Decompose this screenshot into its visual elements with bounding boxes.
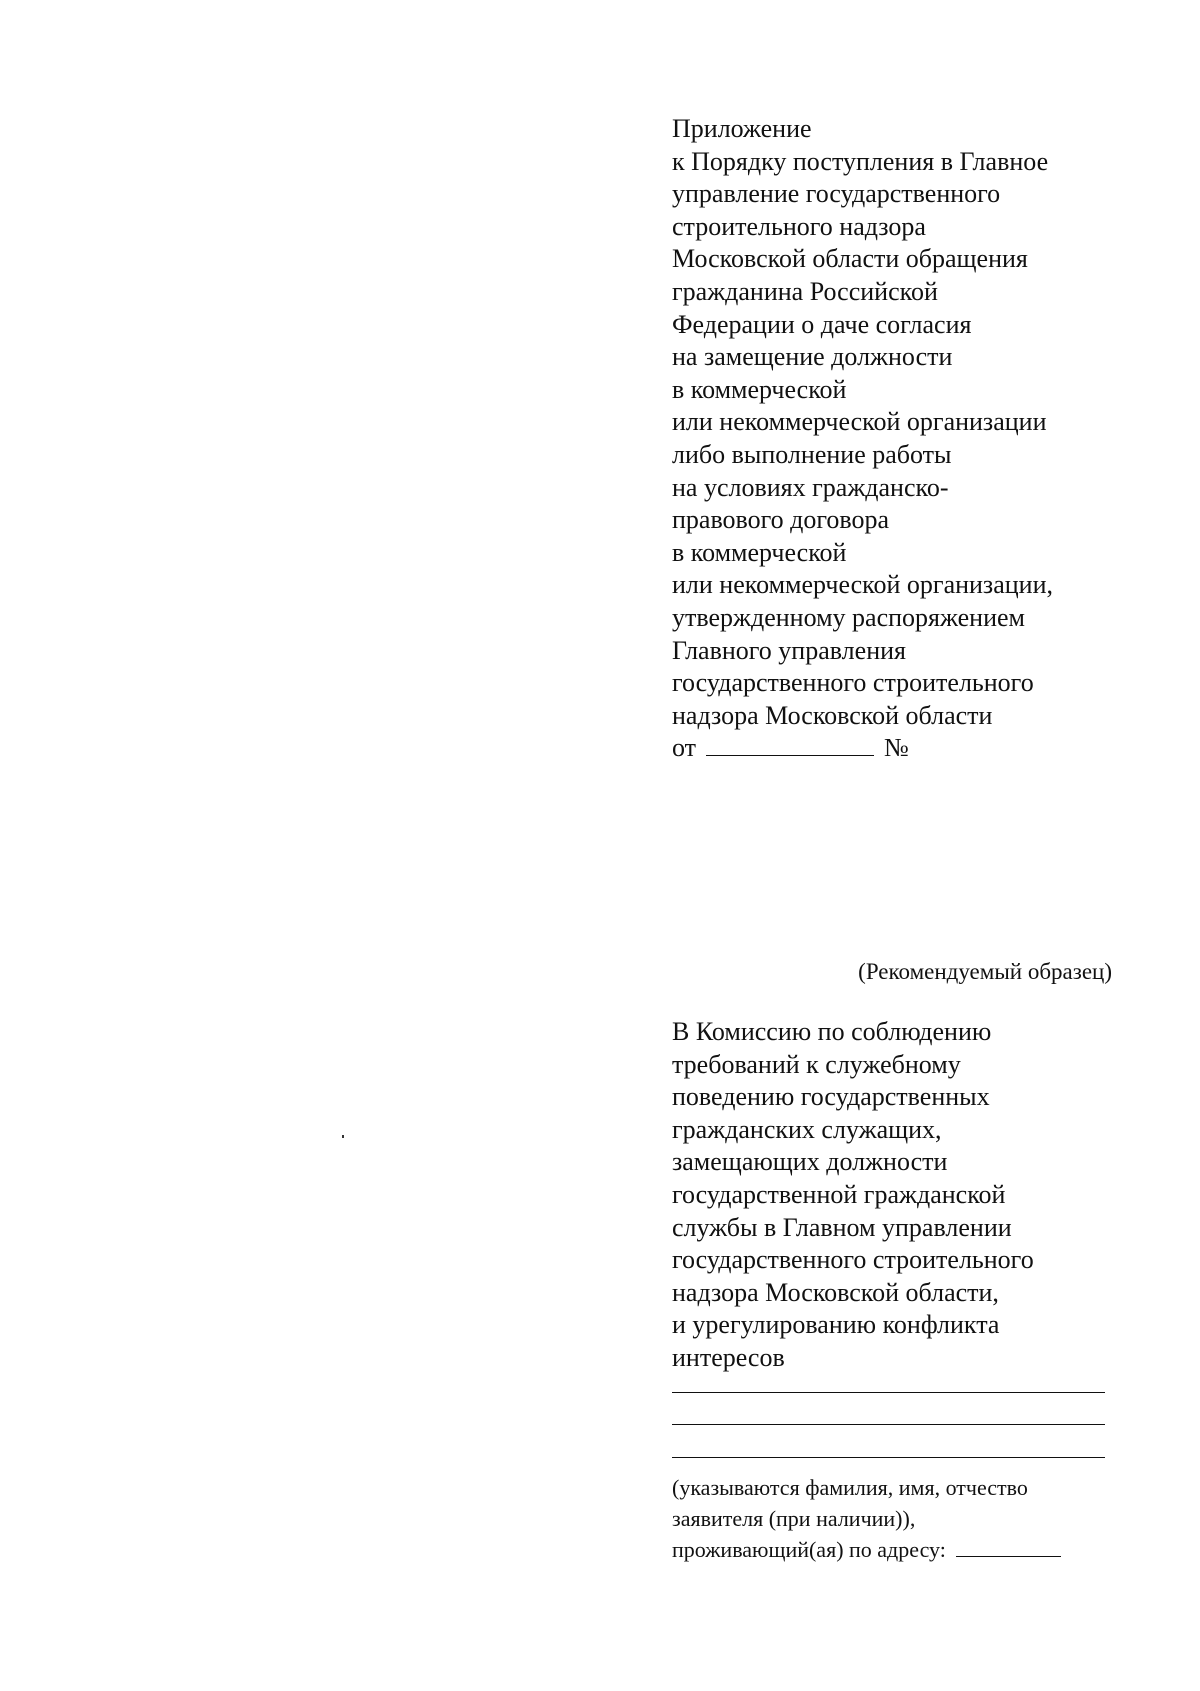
date-blank-field[interactable] [706, 754, 874, 756]
appendix-line: управление государственного [672, 179, 1001, 209]
appendix-line: утвержденному распоряжением [672, 602, 1025, 632]
appendix-line: Приложение [672, 114, 812, 143]
appendix-line: Главного управления [672, 635, 906, 665]
recipient-line: гражданских служащих, [672, 1114, 942, 1144]
recipient-line: службы в Главном управлении [672, 1212, 1012, 1242]
recipient-line: и урегулированию конфликта [672, 1310, 1000, 1340]
appendix-line: в коммерческой [672, 374, 847, 404]
appendix-line: либо выполнение работы [672, 439, 952, 469]
address-blank-field[interactable] [956, 1555, 1061, 1557]
appendix-line: на замещение должности [672, 342, 953, 372]
applicant-name-blank-line-2[interactable] [672, 1424, 1105, 1425]
appendix-line: на условиях гражданско- [672, 472, 949, 502]
recipient-line: замещающих должности [672, 1147, 948, 1177]
recipient-line: требований к служебному [672, 1049, 961, 1079]
recipient-line: государственной гражданской [672, 1179, 1006, 1209]
appendix-line: гражданина Российской [672, 276, 938, 306]
appendix-line: правового договора [672, 505, 890, 535]
applicant-caption [672, 1472, 1061, 1565]
appendix-line: строительного надзора [672, 211, 926, 241]
date-prefix: от [672, 733, 697, 763]
appendix-header [672, 113, 1053, 765]
recipient-line: государственного строительного [672, 1245, 1034, 1275]
scan-artifact [342, 1135, 344, 1138]
caption-line: заявителя (при наличии)), [672, 1506, 916, 1531]
appendix-line: Московской области обращения [672, 244, 1028, 274]
number-sign: № [884, 733, 909, 763]
applicant-name-blank-line-3[interactable] [672, 1457, 1105, 1458]
appendix-line: или некоммерческой организации [672, 407, 1047, 437]
recipient-line: поведению государственных [672, 1082, 990, 1112]
recipient-line: В Комиссию по соблюдению [672, 1017, 992, 1046]
date-number-line [672, 732, 1053, 765]
appendix-line: Федерации о даче согласия [672, 309, 972, 339]
appendix-line: государственного строительного [672, 668, 1034, 698]
recipient-line: интересов [672, 1342, 785, 1372]
appendix-line: к Порядку поступления в Главное [672, 146, 1049, 176]
address-label: проживающий(ая) по адресу: [672, 1537, 946, 1562]
appendix-line: в коммерческой [672, 537, 847, 567]
appendix-line: или некоммерческой организации, [672, 570, 1053, 600]
caption-line: (указываются фамилия, имя, отчество [672, 1475, 1028, 1500]
recipient-line: надзора Московской области, [672, 1277, 999, 1307]
address-line [672, 1534, 1061, 1565]
appendix-line: надзора Московской области [672, 700, 993, 730]
sample-label: (Рекомендуемый образец) [858, 959, 1112, 984]
applicant-name-blank-line-1[interactable] [672, 1392, 1105, 1393]
recipient-block [672, 1016, 1034, 1375]
